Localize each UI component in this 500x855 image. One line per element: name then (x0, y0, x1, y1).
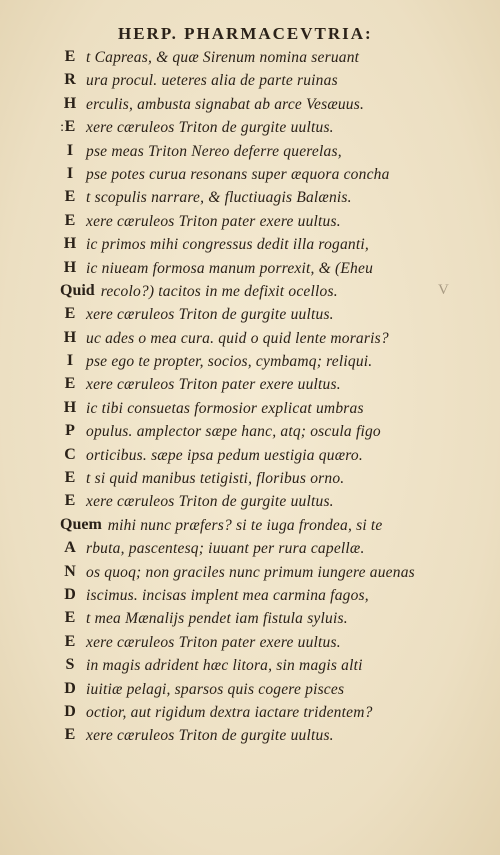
verse-text: t si quid manibus tetigisti, floribus orno. (86, 470, 345, 488)
verse-list (0, 48, 500, 750)
verse-line (0, 142, 500, 165)
verse-line (0, 352, 500, 375)
verse-initial: R (64, 71, 76, 89)
verse-text: xere cæruleos Triton pater exere uultus. (86, 212, 341, 230)
verse-initial: I (66, 164, 74, 182)
verse-initial: H (63, 258, 77, 276)
verse-line (0, 633, 500, 656)
verse-line (0, 586, 500, 609)
verse-line (0, 235, 500, 258)
verse-line (0, 446, 500, 469)
verse-marker: : (60, 120, 64, 136)
verse-initial: I (66, 141, 74, 159)
verse-text: t mea Mænalijs pendet iam fistula syluis. (86, 610, 348, 628)
verse-line (0, 539, 500, 562)
verse-text: xere cæruleos Triton de gurgite uultus. (86, 306, 334, 324)
verse-text: os quoq; non graciles nunc primum iungere auenas (86, 563, 415, 581)
verse-initial: D (64, 585, 76, 603)
verse-text: ic niueam formosa manum porrexit, & (Eheu (86, 259, 374, 277)
verse-line (0, 329, 500, 352)
verse-text: iuitiæ pelagi, sparsos quis cogere pisces (86, 680, 345, 698)
verse-text: uc ades o mea cura. quid o quid lente moraris? (86, 329, 389, 347)
verse-initial: N (64, 562, 76, 580)
verse-initial: H (63, 328, 77, 346)
verse-line (0, 259, 500, 282)
verse-initial: E (64, 188, 76, 206)
verse-initial: C (64, 445, 76, 463)
verse-text: in magis adrident hæc litora, sin magis alti (86, 657, 363, 675)
verse-line (0, 188, 500, 211)
verse-line (0, 165, 500, 188)
verse-text: pse ego te propter, socios, cymbamq; reliqui. (86, 353, 373, 371)
verse-initial: P (65, 422, 75, 440)
verse-initial: E (64, 375, 76, 393)
verse-initial: S (65, 656, 75, 674)
verse-line (0, 469, 500, 492)
verse-text: mihi nunc præfers? si te iuga frondea, si te (107, 516, 383, 534)
verse-text: xere cæruleos Triton de gurgite uultus. (86, 493, 334, 511)
verse-line (0, 703, 500, 726)
verse-line (0, 563, 500, 586)
verse-line (0, 305, 500, 328)
verse-initial: E (64, 118, 76, 136)
verse-text: octior, aut rigidum dextra iactare tridentem? (86, 703, 373, 721)
verse-text: opulus. amplector sæpe hanc, atq; oscula figo (86, 423, 381, 441)
verse-line (0, 680, 500, 703)
verse-text: pse meas Triton Nereo deferre querelas, (86, 142, 342, 160)
verse-text: xere cæruleos Triton de gurgite uultus. (86, 119, 334, 137)
verse-line (0, 118, 500, 141)
verse-line (0, 48, 500, 71)
verse-text: ura procul. ueteres alia de parte ruinas (86, 72, 338, 90)
verse-initial: H (63, 235, 77, 253)
verse-initial: E (64, 211, 76, 229)
verse-line (0, 609, 500, 632)
verse-text: xere cæruleos Triton pater exere uultus. (86, 376, 341, 394)
verse-initial: A (64, 539, 76, 557)
verse-initial: E (64, 305, 76, 323)
verse-text: xere cæruleos Triton pater exere uultus. (86, 633, 341, 651)
verse-line (0, 516, 500, 539)
verse-line (0, 656, 500, 679)
verse-initial: E (64, 632, 76, 650)
verse-text: rbuta, pascentesq; iuuant per rura capellæ. (86, 540, 365, 558)
verse-line (0, 95, 500, 118)
verse-line (0, 422, 500, 445)
verse-text: pse potes curua resonans super æquora concha (86, 165, 390, 183)
verse-line (0, 71, 500, 94)
verse-initial: Quem (60, 515, 102, 533)
verse-text: ic tibi consuetas formosior explicat umbras (86, 399, 364, 417)
verse-initial: D (64, 702, 76, 720)
verse-text: xere cæruleos Triton de gurgite uultus. (86, 727, 334, 745)
verse-text: t Capreas, & quæ Sirenum nomina seruant (86, 49, 360, 66)
verse-line (0, 399, 500, 422)
verse-text: t scopulis narrare, & fluctiuagis Balænis. (86, 189, 352, 207)
verse-line (0, 726, 500, 749)
verse-initial: E (64, 726, 76, 744)
verse-initial: E (64, 48, 76, 65)
verse-initial: E (64, 492, 76, 510)
verse-initial: H (63, 398, 77, 416)
verse-line (0, 212, 500, 235)
marginal-mark: V (438, 281, 449, 298)
verse-initial: Quid (60, 281, 95, 299)
verse-text: erculis, ambusta signabat ab arce Vesæuus. (86, 95, 365, 113)
verse-text: iscimus. incisas implent mea carmina fagos, (86, 586, 369, 604)
verse-text: orticibus. sæpe ipsa pedum uestigia quæro. (86, 446, 363, 464)
verse-line (0, 282, 500, 305)
verse-initial: E (64, 469, 76, 487)
running-head: HERP. PHARMACEVTRIA: (118, 24, 373, 43)
verse-initial: I (66, 352, 74, 370)
verse-line (0, 375, 500, 398)
verse-initial: D (64, 679, 76, 697)
verse-text: recolo?) tacitos in me defixit ocellos. (100, 282, 338, 300)
verse-line (0, 492, 500, 515)
verse-initial: E (64, 609, 76, 627)
verse-initial: H (63, 94, 77, 112)
verse-text: ic primos mihi congressus dedit illa roganti, (86, 236, 369, 254)
